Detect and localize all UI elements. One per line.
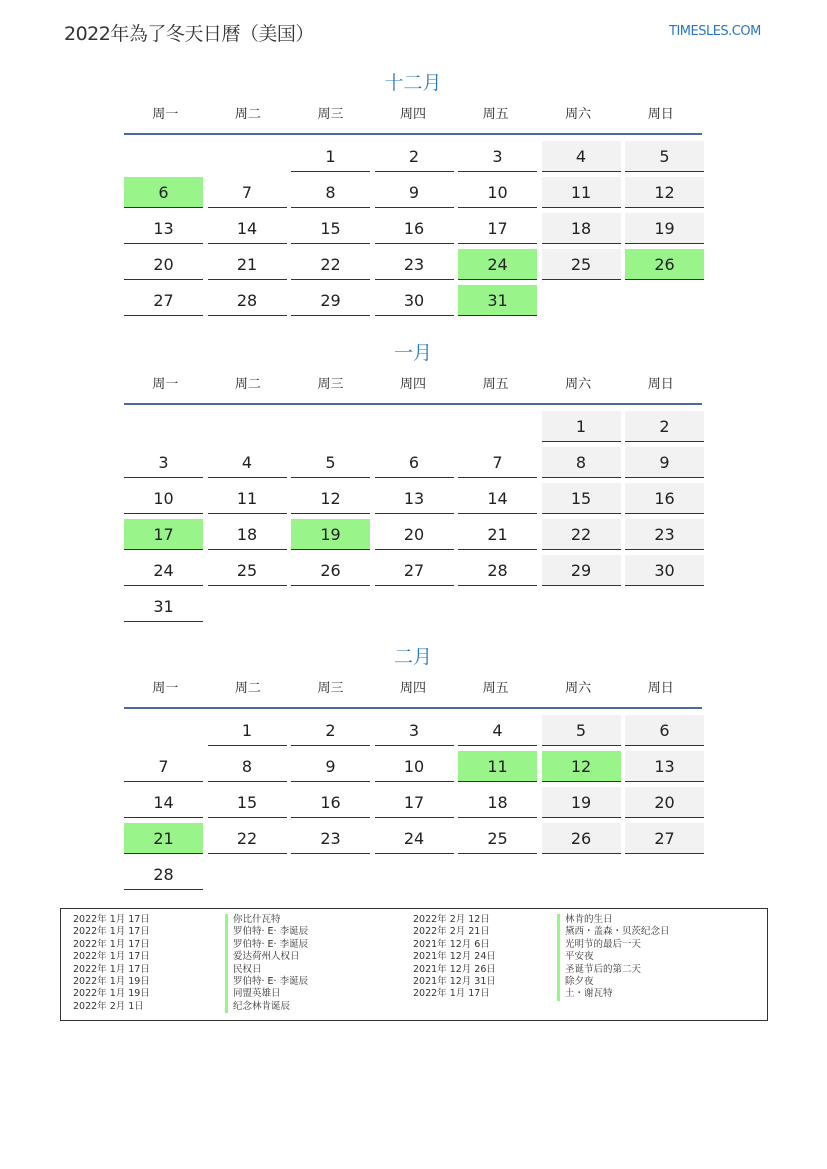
weekday-label: 周日 (647, 681, 674, 696)
site-logo[interactable]: TIMESLES.COM (669, 24, 761, 39)
day-cell[interactable]: 8 (291, 177, 370, 208)
day-cell[interactable]: 16 (375, 213, 454, 244)
weekday-label: 周一 (152, 681, 179, 696)
holiday-legend (60, 908, 768, 1021)
day-cell[interactable]: 23 (291, 823, 370, 854)
day-cell[interactable]: 7 (124, 751, 203, 782)
day-cell[interactable]: 3 (124, 447, 203, 478)
day-cell[interactable]: 5 (625, 141, 704, 172)
weekday-header (124, 98, 702, 135)
day-cell[interactable]: 20 (625, 787, 704, 818)
weekday-label: 周一 (152, 377, 179, 392)
day-cell[interactable]: 2 (291, 715, 370, 746)
legend-row (73, 914, 413, 926)
weekday-label: 周五 (482, 107, 509, 122)
day-cell[interactable]: 25 (542, 249, 621, 280)
holiday-date: 2022年 1月 17日 (413, 988, 490, 1000)
day-cell[interactable]: 31 (124, 591, 203, 622)
holiday-day-cell[interactable]: 12 (542, 751, 621, 782)
day-cell[interactable]: 7 (458, 447, 537, 478)
weekday-label: 周二 (234, 681, 261, 696)
month-title: 十二月 (384, 72, 442, 94)
day-cell[interactable]: 13 (625, 751, 704, 782)
day-cell[interactable]: 22 (208, 823, 287, 854)
weekday-label: 周五 (482, 377, 509, 392)
day-cell[interactable]: 4 (542, 141, 621, 172)
day-cell[interactable]: 13 (375, 483, 454, 514)
holiday-date: 2022年 1月 17日 (73, 951, 150, 963)
day-cell[interactable]: 14 (124, 787, 203, 818)
day-cell[interactable]: 1 (291, 141, 370, 172)
day-cell[interactable]: 18 (208, 519, 287, 550)
day-cell[interactable]: 24 (124, 555, 203, 586)
month-title: 一月 (393, 342, 432, 364)
holiday-name: 罗伯特· E· 李诞辰 (225, 926, 308, 938)
day-grid (124, 715, 702, 890)
weekday-label: 周日 (647, 107, 674, 122)
holiday-name: 罗伯特· E· 李诞辰 (225, 939, 308, 951)
day-cell[interactable]: 12 (291, 483, 370, 514)
day-cell[interactable]: 18 (542, 213, 621, 244)
holiday-date: 2021年 12月 6日 (413, 938, 490, 950)
day-cell[interactable]: 22 (291, 249, 370, 280)
day-cell[interactable]: 30 (625, 555, 704, 586)
day-cell[interactable]: 29 (291, 285, 370, 316)
day-cell[interactable]: 26 (291, 555, 370, 586)
holiday-date: 2022年 1月 19日 (73, 988, 150, 1000)
day-cell[interactable]: 27 (375, 555, 454, 586)
day-cell[interactable]: 4 (208, 447, 287, 478)
day-cell[interactable]: 15 (208, 787, 287, 818)
day-cell[interactable]: 24 (375, 823, 454, 854)
day-cell[interactable]: 21 (208, 249, 287, 280)
holiday-day-cell[interactable]: 19 (291, 519, 370, 550)
holiday-date: 2022年 1月 19日 (73, 975, 150, 987)
day-cell[interactable]: 21 (458, 519, 537, 550)
day-grid (124, 141, 702, 316)
holiday-date: 2021年 12月 24日 (413, 951, 496, 963)
holiday-day-cell[interactable]: 21 (124, 823, 203, 854)
day-cell[interactable]: 17 (375, 787, 454, 818)
day-cell[interactable]: 15 (542, 483, 621, 514)
day-cell[interactable]: 17 (458, 213, 537, 244)
weekday-label: 周三 (317, 681, 344, 696)
weekday-label: 周五 (482, 681, 509, 696)
empty-cell (124, 411, 203, 441)
day-cell[interactable]: 23 (375, 249, 454, 280)
weekday-label: 周四 (400, 107, 427, 122)
weekday-label: 周一 (152, 107, 179, 122)
holiday-name: 同盟英雄日 (225, 988, 281, 1000)
legend-row (73, 964, 413, 976)
holiday-name: 圣诞节后的第二天 (557, 964, 641, 976)
day-cell[interactable]: 6 (375, 447, 454, 478)
legend-row (73, 988, 413, 1000)
empty-cell (208, 411, 287, 441)
legend-row (73, 1001, 413, 1013)
holiday-date: 2022年 2月 1日 (73, 1000, 144, 1012)
day-cell[interactable]: 3 (375, 715, 454, 746)
day-cell[interactable]: 28 (124, 859, 203, 890)
day-cell[interactable]: 30 (375, 285, 454, 316)
holiday-name: 你比什瓦特 (225, 914, 281, 926)
day-cell[interactable]: 12 (625, 177, 704, 208)
day-cell[interactable]: 22 (542, 519, 621, 550)
day-cell[interactable]: 25 (208, 555, 287, 586)
holiday-day-cell[interactable]: 26 (625, 249, 704, 280)
day-cell[interactable]: 26 (542, 823, 621, 854)
legend-row (413, 914, 753, 926)
day-cell[interactable]: 1 (542, 411, 621, 442)
day-cell[interactable]: 1 (208, 715, 287, 746)
holiday-day-cell[interactable]: 31 (458, 285, 537, 316)
weekday-label: 周四 (400, 681, 427, 696)
holiday-name: 林肯的生日 (557, 914, 613, 926)
empty-cell (124, 141, 203, 171)
day-cell[interactable]: 6 (625, 715, 704, 746)
legend-row (413, 964, 753, 976)
day-cell[interactable]: 14 (458, 483, 537, 514)
holiday-name: 纪念林肯诞辰 (225, 1001, 290, 1013)
legend-row (413, 988, 753, 1000)
day-cell[interactable]: 9 (625, 447, 704, 478)
holiday-name: 土・谢瓦特 (557, 988, 613, 1000)
holiday-name: 平安夜 (557, 951, 594, 963)
weekday-label: 周四 (400, 377, 427, 392)
day-cell[interactable]: 25 (458, 823, 537, 854)
day-cell[interactable]: 27 (124, 285, 203, 316)
page-title: 2022年為了冬天日曆（美国） (64, 23, 314, 45)
empty-cell (291, 411, 370, 441)
legend-row (73, 939, 413, 951)
holiday-date: 2022年 1月 17日 (73, 963, 150, 975)
day-cell[interactable]: 10 (124, 483, 203, 514)
weekday-header (124, 368, 702, 405)
day-cell[interactable]: 2 (625, 411, 704, 442)
holiday-date: 2022年 1月 17日 (73, 914, 150, 925)
day-cell[interactable]: 16 (291, 787, 370, 818)
holiday-name: 黛西・盖森・贝茨纪念日 (557, 926, 670, 938)
month-calendar (124, 642, 702, 890)
weekday-label: 周三 (317, 107, 344, 122)
day-cell[interactable]: 20 (124, 249, 203, 280)
weekday-label: 周六 (565, 107, 592, 122)
day-cell[interactable]: 23 (625, 519, 704, 550)
holiday-date: 2022年 1月 17日 (73, 938, 150, 950)
holiday-name: 光明节的最后一天 (557, 939, 641, 951)
day-cell[interactable]: 8 (208, 751, 287, 782)
day-cell[interactable]: 11 (542, 177, 621, 208)
day-cell[interactable]: 5 (291, 447, 370, 478)
day-cell[interactable]: 28 (208, 285, 287, 316)
month-title: 二月 (393, 646, 432, 668)
day-cell[interactable]: 9 (291, 751, 370, 782)
weekday-label: 周日 (647, 377, 674, 392)
holiday-date: 2021年 12月 26日 (413, 963, 496, 975)
day-cell[interactable]: 28 (458, 555, 537, 586)
legend-row (73, 926, 413, 938)
day-cell[interactable]: 15 (291, 213, 370, 244)
legend-row (413, 951, 753, 963)
legend-row (413, 976, 753, 988)
empty-cell (208, 141, 287, 171)
day-cell[interactable]: 16 (625, 483, 704, 514)
legend-row (413, 939, 753, 951)
weekday-label: 周三 (317, 377, 344, 392)
legend-row (413, 926, 753, 938)
holiday-day-cell[interactable]: 17 (124, 519, 203, 550)
holiday-name: 民权日 (225, 964, 262, 976)
holiday-date: 2021年 12月 31日 (413, 975, 496, 987)
holiday-date: 2022年 1月 17日 (73, 926, 150, 938)
day-cell[interactable]: 20 (375, 519, 454, 550)
day-cell[interactable]: 10 (375, 751, 454, 782)
day-cell[interactable]: 19 (542, 787, 621, 818)
weekday-label: 周二 (234, 107, 261, 122)
holiday-name: 罗伯特· E· 李诞辰 (225, 976, 308, 988)
holiday-date: 2022年 2月 21日 (413, 926, 490, 938)
day-cell[interactable]: 7 (208, 177, 287, 208)
day-cell[interactable]: 13 (124, 213, 203, 244)
weekday-label: 周六 (565, 681, 592, 696)
day-cell[interactable]: 9 (375, 177, 454, 208)
weekday-label: 周二 (234, 377, 261, 392)
day-cell[interactable]: 11 (208, 483, 287, 514)
legend-row (73, 951, 413, 963)
month-calendar (124, 338, 702, 622)
empty-cell (124, 715, 203, 745)
day-cell[interactable]: 19 (625, 213, 704, 244)
holiday-day-cell[interactable]: 24 (458, 249, 537, 280)
empty-cell (375, 411, 454, 441)
day-cell[interactable]: 27 (625, 823, 704, 854)
day-cell[interactable]: 3 (458, 141, 537, 172)
weekday-label: 周六 (565, 377, 592, 392)
legend-row (73, 976, 413, 988)
day-cell[interactable]: 14 (208, 213, 287, 244)
month-calendar (124, 68, 702, 316)
day-cell[interactable]: 29 (542, 555, 621, 586)
weekday-header (124, 672, 702, 709)
day-cell[interactable]: 18 (458, 787, 537, 818)
day-cell[interactable]: 8 (542, 447, 621, 478)
day-cell[interactable]: 10 (458, 177, 537, 208)
holiday-date: 2022年 2月 12日 (413, 914, 490, 925)
day-grid (124, 411, 702, 622)
holiday-name: 爱达荷州人权日 (225, 951, 300, 963)
holiday-day-cell[interactable]: 11 (458, 751, 537, 782)
day-cell[interactable]: 5 (542, 715, 621, 746)
empty-cell (458, 411, 537, 441)
holiday-day-cell[interactable]: 6 (124, 177, 203, 208)
day-cell[interactable]: 2 (375, 141, 454, 172)
holiday-name: 除夕夜 (557, 976, 594, 988)
day-cell[interactable]: 4 (458, 715, 537, 746)
